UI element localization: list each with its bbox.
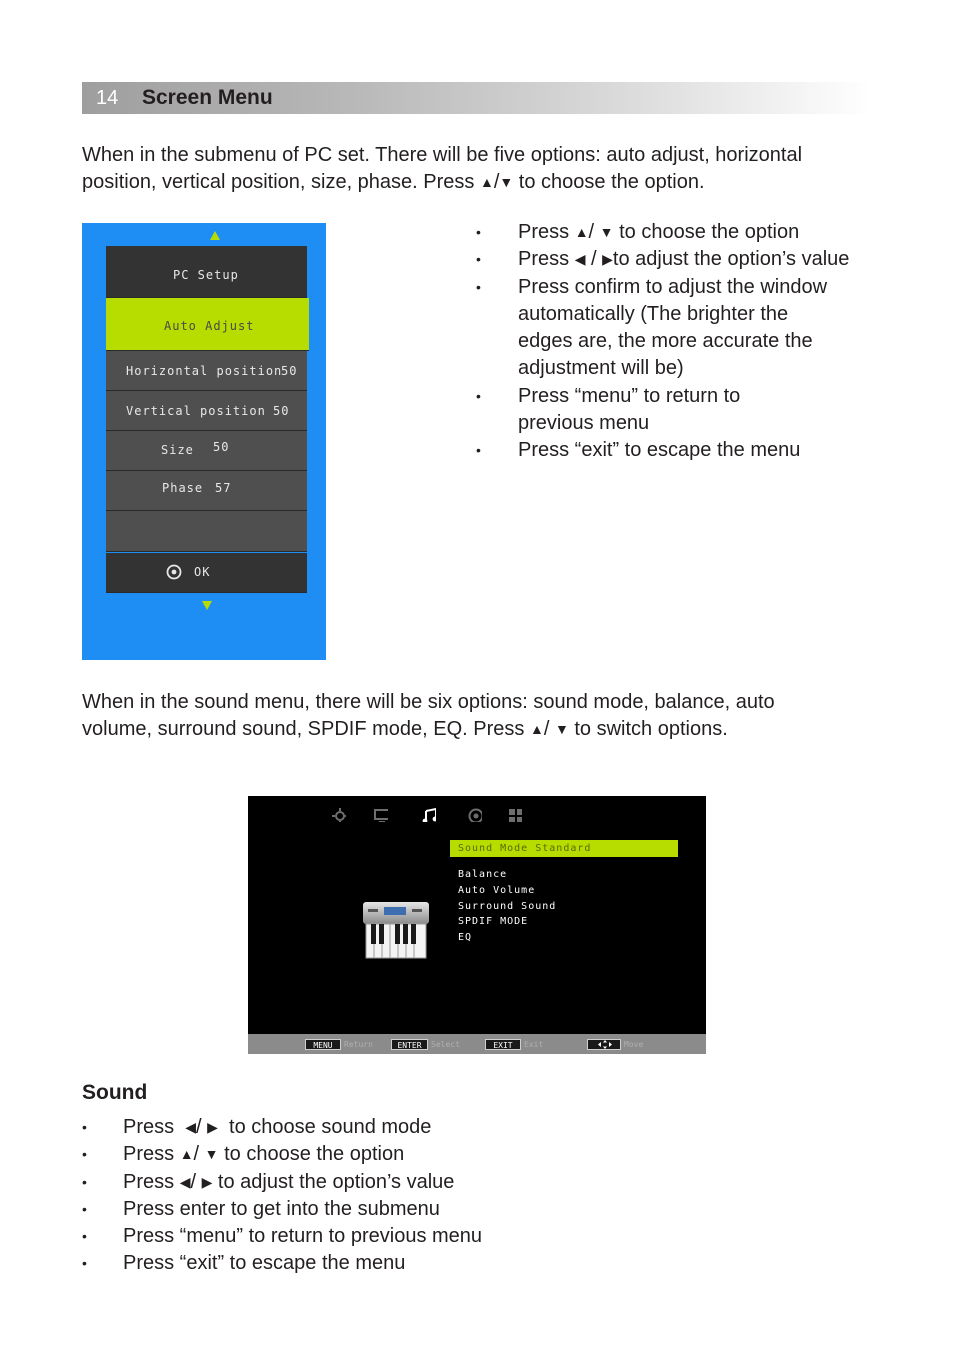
sound-mode-value: Standard	[535, 843, 592, 854]
pc-item-label: Size	[161, 443, 194, 457]
down-arrow-icon: ▼	[554, 721, 569, 737]
right-arrow-icon: ▶	[207, 1119, 218, 1135]
sound-menu-footer	[248, 1034, 706, 1054]
move-key-label: Move	[624, 1040, 644, 1049]
pc-empty-row	[106, 511, 307, 552]
move-key[interactable]	[587, 1039, 621, 1050]
page-title: Screen Menu	[142, 86, 273, 109]
right-arrow-icon: ▶	[201, 1173, 213, 1190]
scroll-up-arrow-icon	[210, 231, 220, 240]
pc-ok-row[interactable]	[106, 553, 307, 593]
pc-intro-line-2: position, vertical position, size, phase. Press ▲/▼ to choose the option.	[82, 171, 705, 193]
bullet-icon: •	[82, 1146, 87, 1163]
list-item: • Press “exit” to escape the menu	[82, 1250, 682, 1277]
list-item: • Press “exit” to escape the menu	[476, 437, 886, 464]
pc-item-size[interactable]	[106, 431, 307, 471]
sound-item-eq[interactable]: EQ	[458, 932, 473, 943]
pc-intro-line-1: When in the submenu of PC set. There will be five options: auto adjust, horizontal	[82, 144, 803, 166]
exit-key[interactable]: EXIT	[485, 1039, 521, 1050]
list-item: • Press ▲/ ▼ to choose the option	[476, 219, 886, 246]
pc-item-horizontal-position[interactable]	[106, 351, 307, 391]
left-arrow-icon: ◀	[179, 1173, 191, 1190]
left-arrow-icon: ◀	[185, 1119, 197, 1135]
up-arrow-icon: ▲	[179, 1146, 194, 1163]
page-number: 14	[96, 87, 119, 109]
list-item: • Press enter to get into the submenu	[82, 1196, 682, 1223]
pc-setup-title-row	[106, 246, 307, 298]
ok-label: OK	[194, 565, 211, 579]
menu-key[interactable]: MENU	[305, 1039, 341, 1050]
picture-tab-icon[interactable]	[332, 808, 346, 822]
bullet-icon: •	[476, 251, 481, 268]
sound-menu-screenshot	[248, 796, 706, 1054]
down-arrow-icon: ▼	[204, 1146, 219, 1163]
pc-tab-icon[interactable]	[374, 808, 388, 822]
pc-item-vertical-position[interactable]	[106, 391, 307, 431]
bullet-icon: •	[82, 1228, 87, 1245]
pc-item-value: 50	[213, 440, 230, 454]
sound-intro-line-1: When in the sound menu, there will be six options: sound mode, balance, auto	[82, 691, 775, 713]
sound-item-balance[interactable]: Balance	[458, 869, 508, 880]
pc-item-label: Vertical position	[126, 404, 266, 418]
pc-instructions-list	[476, 219, 886, 465]
pc-setup-title: PC Setup	[173, 268, 239, 282]
up-arrow-icon: ▲	[529, 721, 544, 737]
pc-item-phase[interactable]	[106, 471, 307, 511]
time-tab-icon[interactable]	[468, 808, 482, 822]
setup-tab-icon[interactable]	[508, 808, 522, 822]
list-item: • Press ◀/ ▶ to choose sound mode	[82, 1114, 682, 1141]
pc-item-label: Auto Adjust	[164, 319, 255, 333]
bullet-icon: •	[82, 1173, 87, 1190]
menu-key-label: Return	[344, 1040, 373, 1049]
sound-intro-paragraph	[82, 689, 872, 743]
ok-icon	[166, 564, 182, 580]
pc-item-value: 57	[215, 481, 232, 495]
enter-key-label: Select	[431, 1040, 460, 1049]
exit-key-label: Exit	[524, 1040, 544, 1049]
bullet-icon: •	[82, 1255, 87, 1272]
list-item: • Press confirm to adjust the window automatically (The brighter the edges are, the more accurate the adjustment will be)	[476, 275, 828, 380]
list-item: • Press ◀ / ▶to adjust the option’s value	[476, 246, 886, 273]
sound-heading: Sound	[82, 1081, 148, 1104]
bullet-icon: •	[476, 442, 481, 459]
down-arrow-icon: ▼	[499, 174, 514, 190]
up-arrow-icon: ▲	[479, 174, 494, 190]
left-arrow-icon: ◀	[574, 251, 586, 268]
scroll-down-arrow-icon	[202, 601, 212, 610]
pc-intro-paragraph	[82, 142, 872, 196]
sound-item-sound-mode[interactable]: Sound Mode Standard	[458, 843, 592, 854]
list-item: • Press “menu” to return to previous menu	[82, 1223, 682, 1250]
bullet-icon: •	[476, 387, 481, 404]
pc-item-value: 50	[273, 404, 290, 418]
sound-item-surround-sound[interactable]: Surround Sound	[458, 901, 557, 912]
sound-intro-line-2: volume, surround sound, SPDIF mode, EQ. Press ▲/ ▼ to switch options.	[82, 718, 728, 740]
pc-item-label: Horizontal position	[126, 364, 283, 378]
pc-item-label: Phase	[162, 481, 204, 495]
sound-instructions-list	[82, 1114, 682, 1278]
bullet-icon: •	[476, 224, 481, 240]
list-item: • Press “menu” to return to previous menu	[476, 384, 741, 435]
sound-item-spdif-mode[interactable]: SPDIF MODE	[458, 916, 529, 927]
bullet-icon: •	[82, 1200, 87, 1217]
keyboard-icon	[362, 900, 430, 960]
up-arrow-icon: ▲	[574, 224, 589, 240]
down-arrow-icon: ▼	[599, 224, 614, 240]
move-arrows-icon	[598, 1040, 612, 1049]
list-item: • Press ◀/ ▶ to adjust the option’s value	[82, 1169, 682, 1196]
enter-key[interactable]: ENTER	[391, 1039, 428, 1050]
pc-setup-screenshot	[82, 223, 326, 660]
bullet-icon: •	[476, 278, 481, 295]
sound-item-auto-volume[interactable]: Auto Volume	[458, 885, 536, 896]
sound-tab-icon[interactable]	[422, 808, 436, 822]
bullet-icon: •	[82, 1119, 87, 1135]
list-item: • Press ▲/ ▼ to choose the option	[82, 1141, 682, 1168]
pc-item-auto-adjust[interactable]	[106, 298, 309, 351]
right-arrow-icon: ▶	[602, 251, 613, 268]
pc-item-value: 50	[281, 364, 298, 378]
